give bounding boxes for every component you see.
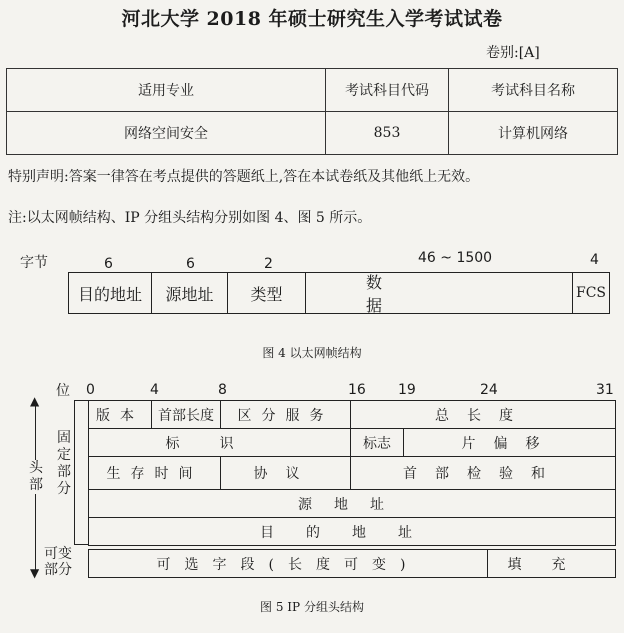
paper-label: 卷别:[A] [486,45,540,61]
exam-title: 河北大学 2018 年硕士研究生入学考试试卷 [121,8,503,30]
info-table-header-row [7,69,618,112]
field-type: 类型 [227,272,306,314]
bit-24: 24 [480,382,498,398]
ip-field-protocol [220,456,351,490]
ip-field-options [88,549,488,578]
side-variable-label: 可变部分 [44,546,72,578]
ip-field-protocol-text: 协议 [253,466,318,482]
ip-field-source-address-text: 源地址 [298,496,406,513]
field-src-address: 源地址 [151,272,228,314]
ip-field-checksum-text: 首部检验和 [403,466,563,482]
ip-field-total-length [350,400,616,429]
ip-field-dscp-text: 区分服务 [237,407,334,424]
size-dest: 6 [104,256,113,272]
header-code: 考试科目代码 [326,69,449,112]
info-table-row [7,112,618,155]
ip-field-dscp [220,400,351,429]
cell-subject: 计算机网络 [449,112,618,155]
ip-field-fragment-offset [403,428,616,457]
bit-8: 8 [218,382,227,398]
bit-19: 19 [398,382,416,398]
header-major: 适用专业 [7,69,326,112]
ip-field-padding [487,549,616,578]
arrow-down-icon: ▼ [30,566,40,580]
fixed-bracket-bottom [74,544,88,545]
byte-unit-label: 字节 [20,255,48,271]
field-dest-address: 目的地址 [68,272,152,314]
special-statement: 特别声明:答案一律答在考点提供的答题纸上,答在本试卷纸及其他纸上无效。 [8,169,480,185]
bit-label: 位 [56,383,70,399]
header-subject: 考试科目名称 [449,69,618,112]
ip-field-version-text: 版本 [96,407,144,424]
ip-field-source-address [88,489,616,518]
ip-field-version [88,400,152,429]
figure-note: 注:以太网帧结构、IP 分组头结构分别如图 4、图 5 所示。 [8,210,372,226]
side-header-label: 头部 [29,460,43,493]
ip-field-dest-address-text: 目的地址 [260,524,444,541]
size-src: 6 [186,256,195,272]
bit-4: 4 [150,382,159,398]
cell-code: 853 [326,112,449,155]
ip-field-flags: 标志 [350,428,404,457]
field-data: 数 据 [305,272,573,314]
ip-field-fragment-offset-text: 片偏移 [461,435,558,452]
ip-field-ttl [88,456,221,490]
ip-field-checksum [350,456,616,490]
bit-31: 31 [596,382,614,398]
bit-0: 0 [86,382,95,398]
ip-field-total-length-text: 总长度 [435,407,531,424]
ip-field-padding-text: 填充 [507,556,596,573]
field-fcs: FCS [572,272,610,314]
ip-field-dest-address [88,517,616,546]
size-fcs: 4 [590,252,599,268]
fixed-bracket-line [74,400,75,544]
ip-field-options-text: 可选字段(长度可变) [156,556,420,573]
cell-major: 网络空间安全 [7,112,326,155]
bit-16: 16 [348,382,366,398]
fixed-bracket-top [74,400,88,401]
ip-field-header-length: 首部长度 [151,400,221,429]
ip-field-identification [88,428,351,457]
arrow-up-icon: ▲ [30,394,40,408]
ip-field-identification-text: 标识 [165,435,274,452]
figure4-caption: 图 4 以太网帧结构 [262,346,362,360]
size-data: 46 ~ 1500 [418,250,493,266]
size-type: 2 [264,256,273,272]
info-table [6,68,618,155]
side-fixed-label: 固定部分 [57,430,71,497]
ip-field-ttl-text: 生存时间 [106,466,203,482]
figure5-caption: 图 5 IP 分组头结构 [260,600,364,614]
